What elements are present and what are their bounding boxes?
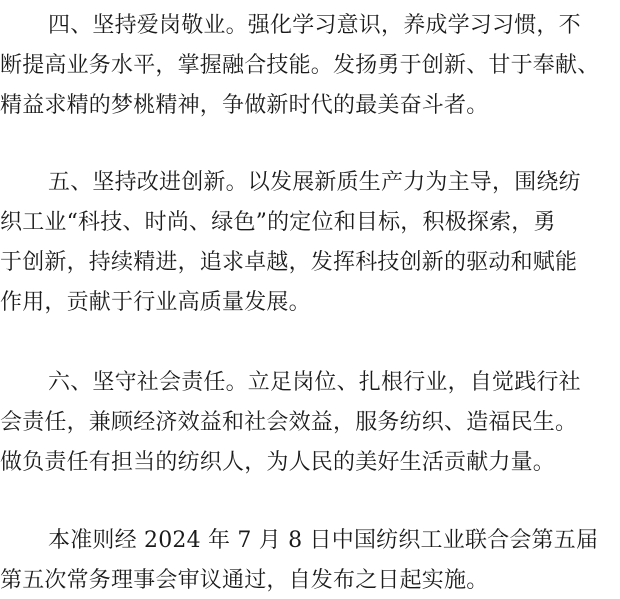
closing-line-1: 本准则经 2024 年 7 月 8 日中国纺织工业联合会第五届 (48, 528, 599, 553)
paragraph-5-line-2: 织工业“科技、时尚、绿色”的定位和目标，积极探索，勇 (0, 210, 556, 235)
closing-line-2: 第五次常务理事会审议通过，自发布之日起实施。 (0, 568, 489, 593)
paragraph-6-line-2: 会责任，兼顾经济效益和社会效益，服务纺织、造福民生。 (0, 410, 578, 435)
paragraph-4-line-2: 断提高业务水平，掌握融合技能。发扬勇于创新、甘于奉献、 (0, 53, 600, 78)
paragraph-6-line-3: 做负责任有担当的纺织人，为人民的美好生活贡献力量。 (0, 450, 556, 475)
paragraph-4-line-1: 四、坚持爱岗敬业。强化学习意识，养成学习习惯，不 (48, 13, 581, 38)
paragraph-5-line-1: 五、坚持改进创新。以发展新质生产力为主导，围绕纺 (48, 170, 581, 195)
paragraph-4-line-3: 精益求精的梦桃精神，争做新时代的最美奋斗者。 (0, 93, 489, 118)
paragraph-5-line-4: 作用，贡献于行业高质量发展。 (0, 290, 311, 315)
paragraph-5-line-3: 于创新，持续精进，追求卓越，发挥科技创新的驱动和赋能 (0, 250, 578, 275)
paragraph-6-line-1: 六、坚守社会责任。立足岗位、扎根行业，自觉践行社 (48, 370, 581, 395)
